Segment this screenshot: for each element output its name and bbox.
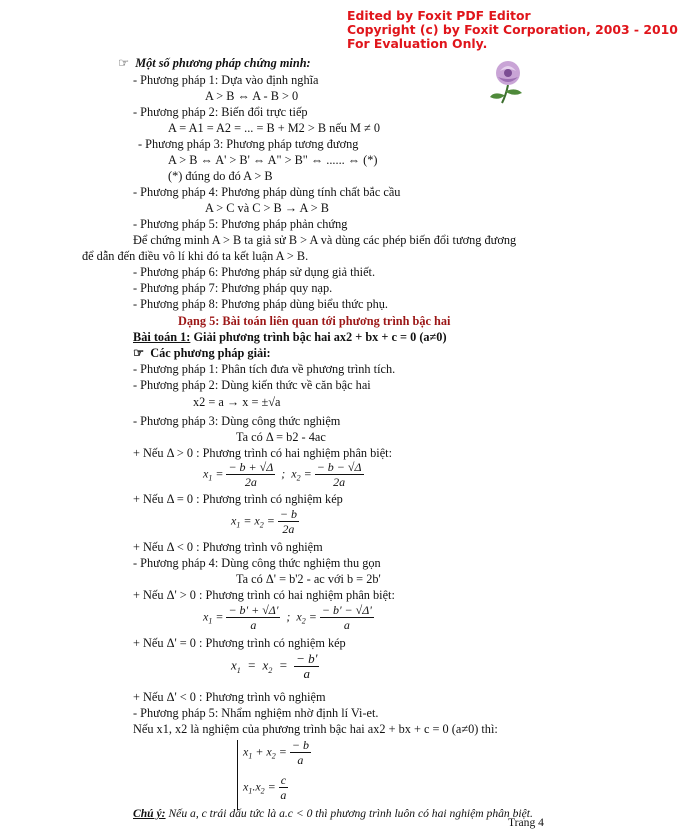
case-delta-negative: + Nếu Δ < 0 : Phương trình vô nghiệm — [133, 540, 323, 554]
roots-formula-distinct: $x_1$ = $\frac{- b + √\Delta}{2a}$ ; $x_2$ = $\frac{- b - √\Delta}{2a}$ — [203, 460, 362, 489]
page-number: Trang 4 — [508, 816, 544, 829]
watermark-line-1: Edited by Foxit PDF Editor — [347, 8, 531, 23]
case-delta-zero: + Nếu Δ = 0 : Phương trình có nghiệm kép — [133, 492, 343, 506]
discriminant-formula: Ta có Δ = b2 - 4ac — [236, 430, 326, 444]
proof-method-5-text-1: Để chứng minh A > B ta giả sử B > A và dùng các phép biến đổi tương đương — [133, 233, 517, 247]
solve-method-1: - Phương pháp 1: Phân tích đưa về phương trình tích. — [133, 362, 396, 376]
proof-method-3-note: (*) đúng do đó A > B — [168, 169, 273, 183]
case-delta-prime-negative: + Nếu Δ' < 0 : Phương trình vô nghiệm — [133, 690, 326, 704]
solve-method-3: - Phương pháp 3: Dùng công thức nghiệm — [133, 414, 341, 428]
proof-method-3: - Phương pháp 3: Phương pháp tương đương — [138, 137, 359, 151]
watermark-line-2: Copyright (c) by Foxit Corporation, 2003 - 2010 — [347, 21, 678, 37]
solve-method-4: - Phương pháp 4: Dùng công thức nghiệm thu gọn — [133, 556, 381, 570]
methods-heading: ☞ Các phương pháp giải: — [133, 346, 271, 360]
proof-method-7: - Phương pháp 7: Phương pháp quy nạp. — [133, 281, 333, 295]
problem-statement: Bài toán 1: Giải phương trình bậc hai ax2 + bx + c = 0 (a≠0) — [133, 330, 447, 344]
case-delta-prime-positive: + Nếu Δ' > 0 : Phương trình có hai nghiệm phân biệt: — [133, 588, 395, 602]
vieta-brace — [237, 740, 238, 810]
proof-method-1-formula: A > B ⇔ A - B > 0 — [205, 89, 299, 103]
proof-method-5-text-2: để dẫn đến điều vô lí khi đó ta kết luận A > B. — [82, 249, 309, 263]
proof-method-1: - Phương pháp 1: Dựa vào định nghĩa — [133, 73, 319, 87]
note: Chú ý: Nếu a, c trái dấu tức là a.c < 0 thì phương trình luôn có hai nghiệm phân biệt. — [133, 807, 533, 820]
solve-method-2: - Phương pháp 2: Dùng kiến thức về căn bậc hai — [133, 378, 371, 392]
proof-method-8: - Phương pháp 8: Phương pháp dùng biểu thức phụ. — [133, 297, 389, 311]
reduced-roots-formula-distinct: $x_1$ = $\frac{- b' + √\Delta'}{a}$ ; $x_2$ = $\frac{- b' - √\Delta'}{a}$ — [203, 603, 372, 632]
case-delta-positive: + Nếu Δ > 0 : Phương trình có hai nghiệm phân biệt: — [133, 446, 392, 460]
proof-method-2-formula: A = A1 = A2 = ... = B + M2 > B nếu M ≠ 0 — [168, 121, 380, 135]
case-delta-prime-zero: + Nếu Δ' = 0 : Phương trình có nghiệm kép — [133, 636, 346, 650]
solve-method-5: - Phương pháp 5: Nhẩm nghiệm nhờ định lí Vi-et. — [133, 706, 379, 720]
roots-formula-double: $x_1 = x_2$ = $\frac{- b}{2a}$ — [231, 507, 297, 536]
reduced-discriminant-formula: Ta có Δ' = b'2 - ac với b = 2b' — [236, 572, 381, 586]
proof-method-4: - Phương pháp 4: Phương pháp dùng tính chất bắc cầu — [133, 185, 401, 199]
rose-clipart-icon — [478, 55, 538, 105]
reduced-roots-formula-double: $x_1 = x_2$ = $\frac{- b'}{a}$ — [231, 651, 318, 681]
hand-pointer-icon: ☞ — [118, 56, 130, 70]
vieta-intro: Nếu x1, x2 là nghiệm của phương trình bậc hai ax2 + bx + c = 0 (a≠0) thì: — [133, 722, 498, 736]
vieta-sum: $x_1 + x_2$ = $\frac{- b}{a}$ — [243, 738, 309, 767]
hand-pointer-icon: ☞ — [133, 346, 145, 360]
proof-heading: ☞ Một số phương pháp chứng minh: — [118, 56, 311, 70]
proof-method-3-formula: A > B ⇔ A' > B' ⇔ A" > B" ⇔ ...... ⇔ (*) — [168, 153, 378, 167]
solve-method-2-formula: x2 = a → x = ±√a — [193, 395, 281, 409]
foxit-watermark — [347, 9, 678, 50]
proof-method-6: - Phương pháp 6: Phương pháp sử dụng giả thiết. — [133, 265, 376, 279]
proof-method-4-formula: A > C và C > B → A > B — [205, 201, 329, 215]
watermark-line-3: For Evaluation Only. — [347, 35, 488, 51]
section-title: Dạng 5: Bài toán liên quan tới phương trình bậc hai — [178, 314, 451, 328]
vieta-product: $x_1.x_2$ = $\frac{c}{a}$ — [243, 773, 287, 802]
proof-method-5: - Phương pháp 5: Phương pháp phản chứng — [133, 217, 348, 231]
proof-method-2: - Phương pháp 2: Biến đổi trực tiếp — [133, 105, 308, 119]
